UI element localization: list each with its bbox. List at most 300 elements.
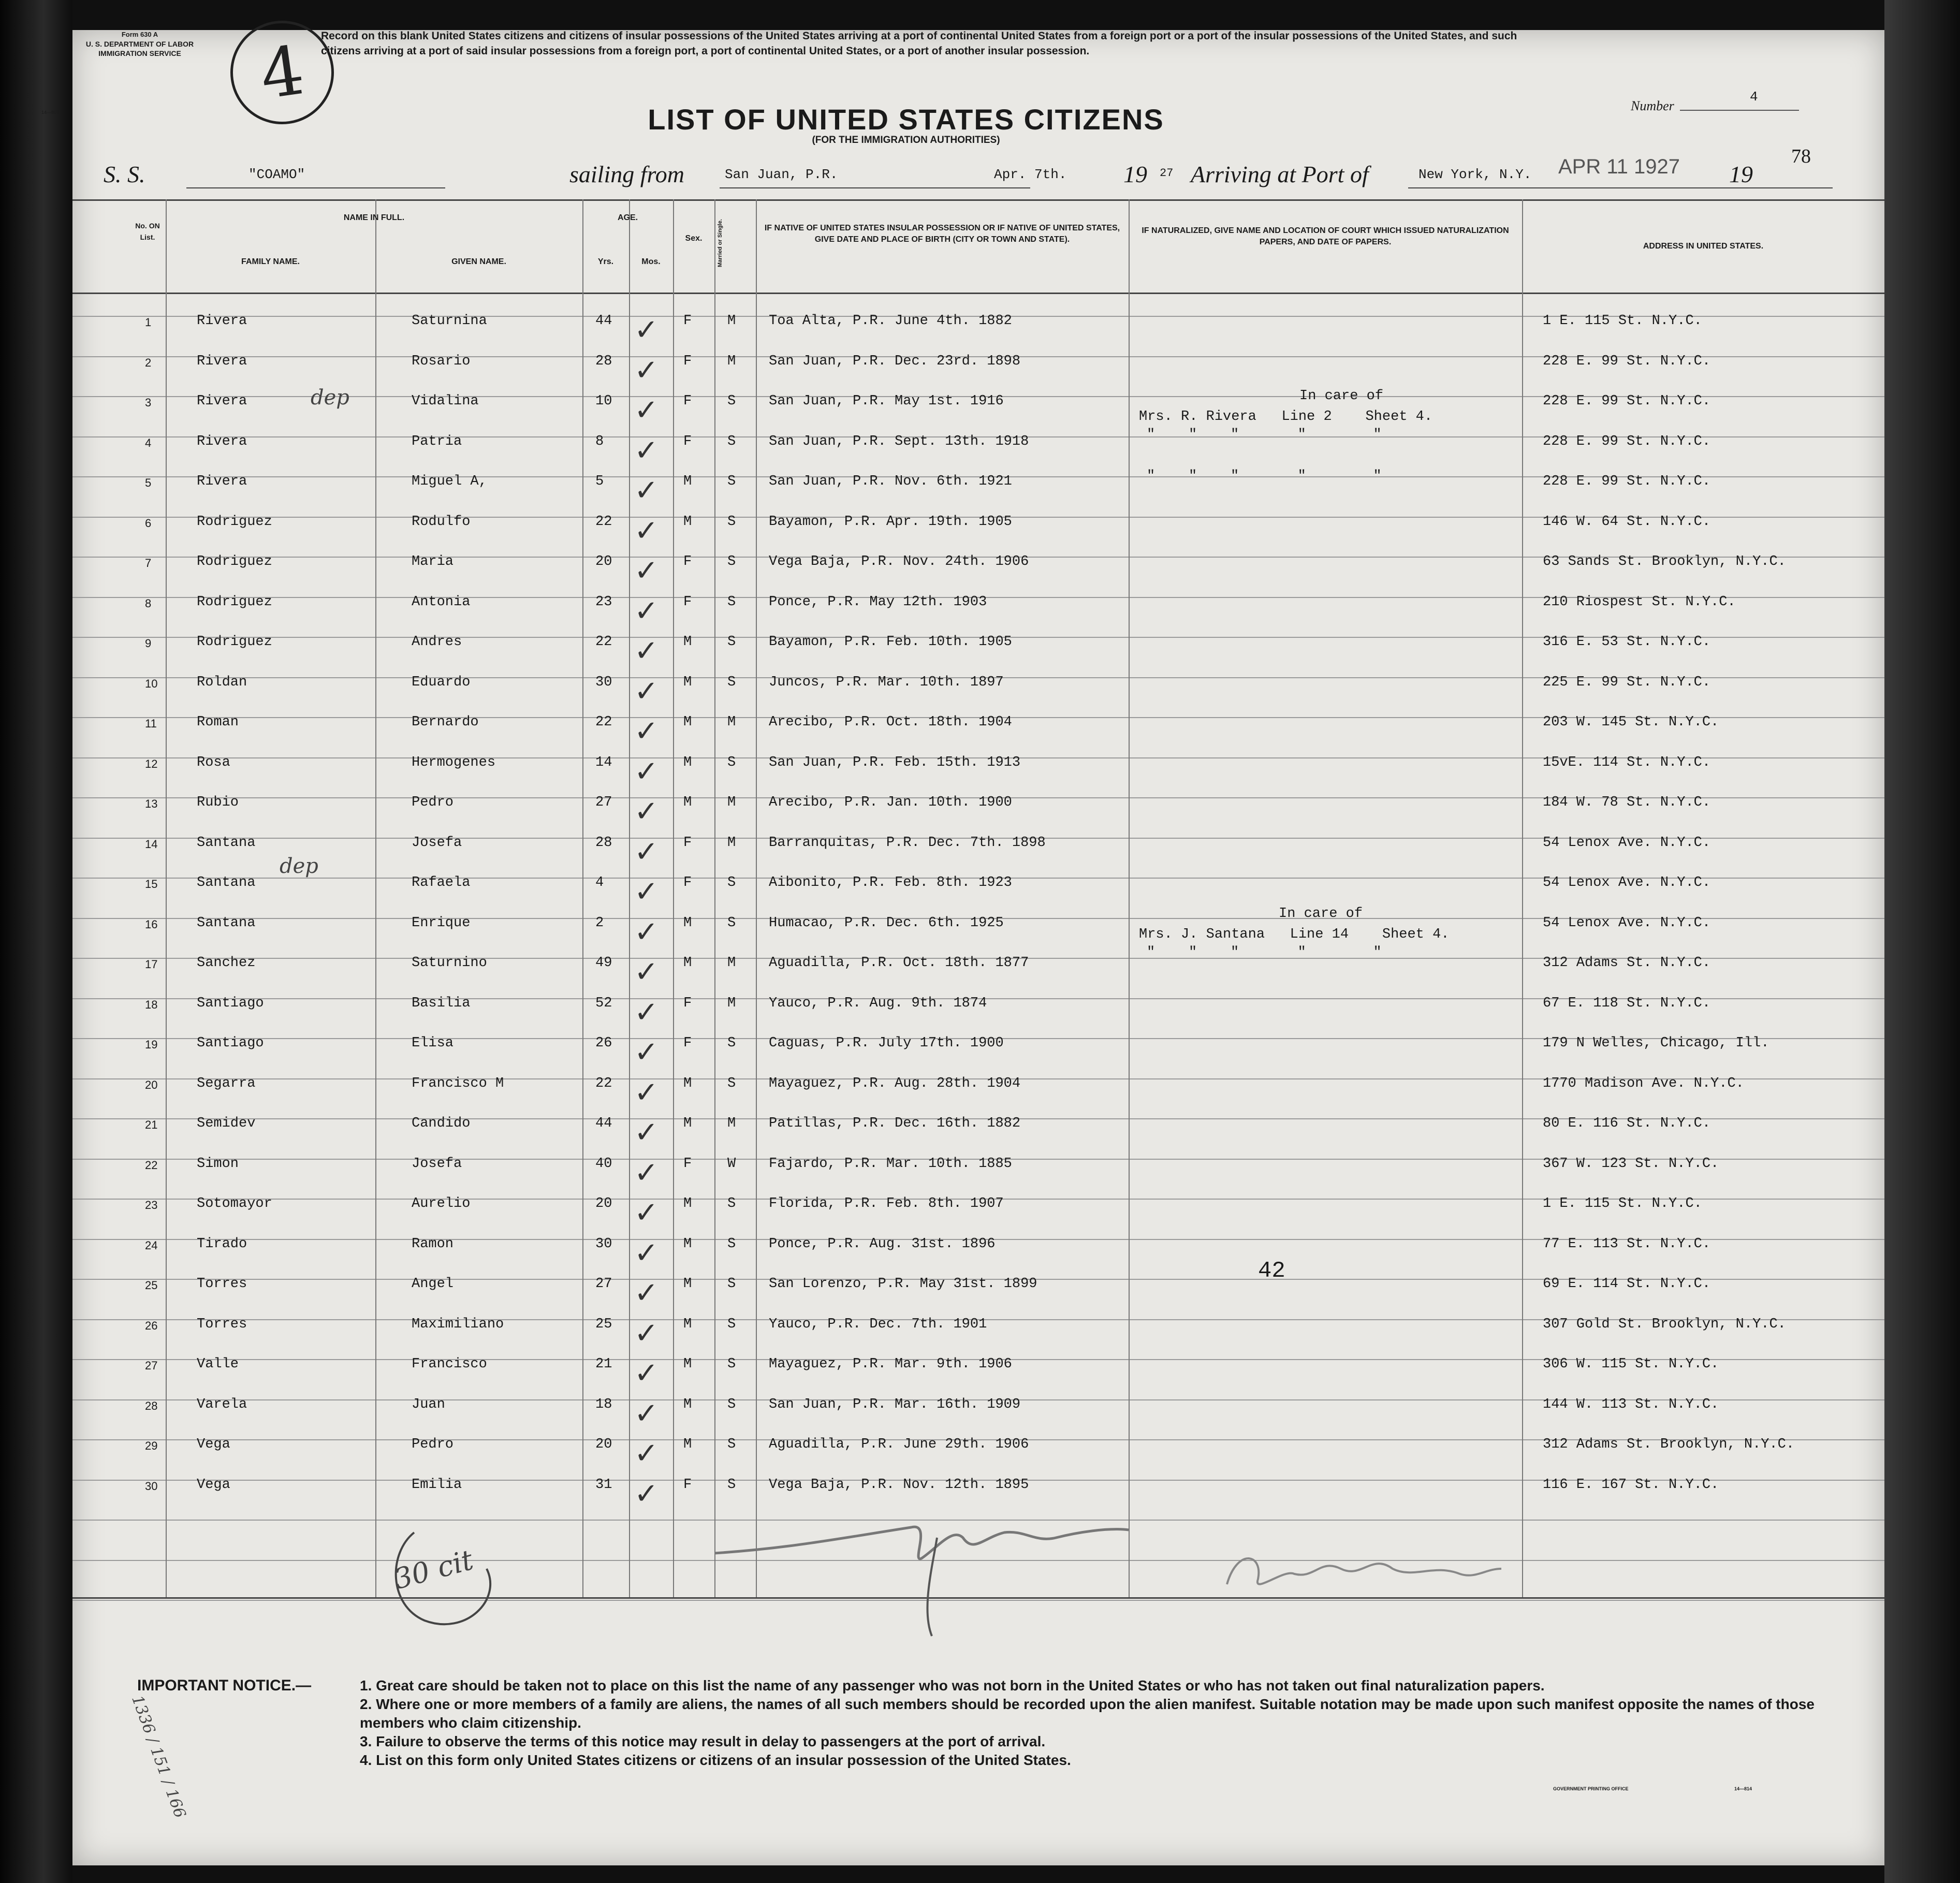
birth-place-date: San Juan, P.R. Feb. 15th. 1913 [769, 754, 1021, 770]
check-mark-icon: ✓ [634, 835, 659, 869]
family-name: Rodriguez [197, 554, 272, 570]
marital-status: S [727, 674, 736, 690]
family-name: Rivera [197, 393, 247, 409]
age: 44 [595, 313, 612, 329]
birth-place-date: Bayamon, P.R. Feb. 10th. 1905 [769, 634, 1012, 650]
table-row [72, 1095, 1884, 1149]
family-name: Rosa [197, 754, 230, 770]
row-number: 25 [145, 1279, 158, 1292]
age: 20 [595, 554, 612, 570]
address: 69 E. 114 St. N.Y.C. [1543, 1276, 1711, 1292]
footer-code: 14—814 [1734, 1786, 1752, 1791]
table-row [72, 293, 1884, 347]
age: 44 [595, 1116, 612, 1131]
check-mark-icon: ✓ [634, 1116, 659, 1149]
check-mark-icon: ✓ [634, 1196, 659, 1230]
sex: M [683, 714, 692, 730]
ss-label: S. S. [104, 161, 145, 187]
underline [1408, 187, 1833, 188]
table-row [72, 854, 1884, 909]
given-name: Josefa [412, 1156, 462, 1172]
page-subtitle: (FOR THE IMMIGRATION AUTHORITIES) [812, 135, 1000, 145]
birth-place-date: Mayaguez, P.R. Mar. 9th. 1906 [769, 1356, 1012, 1372]
address: 228 E. 99 St. N.Y.C. [1543, 474, 1711, 489]
table-row [72, 694, 1884, 748]
voyage-line [72, 145, 1884, 197]
sex: M [683, 754, 692, 770]
table-row [72, 1175, 1884, 1230]
check-mark-icon: ✓ [634, 594, 659, 628]
marital-status: S [727, 754, 736, 770]
given-name: Eduardo [412, 674, 471, 690]
birth-place-date: San Juan, P.R. Mar. 16th. 1909 [769, 1396, 1021, 1412]
row-number: 5 [145, 476, 152, 489]
marital-status: S [727, 1437, 736, 1452]
marital-status: S [727, 514, 736, 530]
age: 20 [595, 1437, 612, 1452]
notice-item: 3. Failure to observe the terms of this notice may result in delay to passengers at the port of arrival. [360, 1733, 1046, 1749]
sex: F [683, 835, 692, 851]
marital-status: S [727, 1356, 736, 1372]
col-mos: Mos. [641, 257, 661, 266]
family-name: Rodriguez [197, 514, 272, 530]
address: 179 N Welles, Chicago, Ill. [1543, 1035, 1769, 1051]
col-sex: Sex. [685, 234, 703, 243]
given-name: Basilia [412, 995, 471, 1011]
family-name: Rivera [197, 353, 247, 369]
col-address: ADDRESS IN UNITED STATES. [1643, 242, 1764, 251]
sex: F [683, 393, 692, 409]
row-number: 18 [145, 998, 158, 1011]
marital-status: M [727, 1116, 736, 1131]
age: 23 [595, 594, 612, 610]
age: 52 [595, 995, 612, 1011]
address: 1770 Madison Ave. N.Y.C. [1543, 1075, 1744, 1091]
sex: F [683, 1156, 692, 1172]
care-note: " " " " " [1147, 427, 1382, 443]
handwritten-total: 30 cit [390, 1543, 477, 1596]
given-name: Juan [412, 1396, 445, 1412]
table-row [72, 1256, 1884, 1310]
family-name: Tirado [197, 1236, 247, 1252]
age: 21 [595, 1356, 612, 1372]
sailing-label: sailing from [569, 161, 684, 187]
birth-place-date: Vega Baja, P.R. Nov. 12th. 1895 [769, 1477, 1029, 1493]
sex: F [683, 875, 692, 891]
row-number: 24 [145, 1238, 158, 1252]
rule [72, 199, 1884, 201]
check-mark-icon: ✓ [634, 474, 659, 507]
birth-place-date: Arecibo, P.R. Oct. 18th. 1904 [769, 714, 1012, 730]
form-line: U. S. DEPARTMENT OF LABOR [85, 40, 194, 48]
birth-place-date: Fajardo, P.R. Mar. 10th. 1885 [769, 1156, 1012, 1172]
given-name: Rosario [412, 353, 471, 369]
given-name: Ramon [412, 1236, 454, 1252]
given-name: Angel [412, 1276, 454, 1292]
sex: M [683, 1396, 692, 1412]
birth-place-date: San Juan, P.R. May 1st. 1916 [769, 393, 1004, 409]
age: 18 [595, 1396, 612, 1412]
address: 225 E. 99 St. N.Y.C. [1543, 674, 1711, 690]
row-number: 17 [145, 958, 158, 971]
address: 1 E. 115 St. N.Y.C. [1543, 1196, 1702, 1211]
birth-place-date: Humacao, P.R. Dec. 6th. 1925 [769, 915, 1004, 931]
family-name: Segarra [197, 1075, 256, 1091]
year-suffix: 27 [1160, 167, 1174, 180]
inspector-signature [714, 1507, 1232, 1641]
notice-item: 2. Where one or more members of a family are aliens, the names of all such members should be recorded upon the alien manifest. Suitable notation may be made upon such manifest opposite the names of those members who claim citizenship. [360, 1696, 1815, 1731]
age: 31 [595, 1477, 612, 1493]
table-row [72, 1055, 1884, 1110]
arriving-label: Arriving at Port of [1191, 161, 1369, 187]
book-binding [0, 0, 72, 1883]
passenger-table [72, 199, 1884, 1608]
notice-item: 4. List on this form only United States citizens or citizens of an insular possession of the United States. [360, 1752, 1071, 1768]
check-mark-icon: ✓ [634, 795, 659, 828]
notice-body [360, 1676, 1835, 1770]
year-prefix-2: 19 [1729, 161, 1753, 187]
family-name: Rubio [197, 795, 239, 810]
marital-status: S [727, 875, 736, 891]
address: 63 Sands St. Brooklyn, N.Y.C. [1543, 554, 1786, 570]
table-row [72, 1296, 1884, 1350]
given-name: Saturnina [412, 313, 487, 329]
sex: F [683, 1035, 692, 1051]
marital-status: S [727, 1075, 736, 1091]
table-row [72, 533, 1884, 588]
table-row [72, 975, 1884, 1029]
table-row [72, 333, 1884, 387]
instructions: Record on this blank United States citizens and citizens of insular possessions of the United States arriving at a port of continental United States from a foreign port or a port of the insular possessions of the United States, and such citizens arriving at a port of said insular possessions from a foreign port, a port of continental United States, or a port of another insular possession. [321, 30, 1517, 57]
row-number: 6 [145, 516, 152, 530]
number-value: 4 [1750, 89, 1758, 105]
age: 22 [595, 714, 612, 730]
row-number: 23 [145, 1199, 158, 1211]
page-number: 78 [1791, 145, 1811, 167]
family-name: Santana [197, 875, 256, 891]
check-mark-icon: ✓ [634, 955, 659, 989]
check-mark-icon: ✓ [634, 915, 659, 949]
given-name: Miguel A, [412, 474, 487, 489]
circled-number: 4 [224, 14, 341, 131]
address: 67 E. 118 St. N.Y.C. [1543, 995, 1711, 1011]
underline [720, 187, 1030, 188]
given-name: Pedro [412, 1437, 454, 1452]
sex: M [683, 1075, 692, 1091]
sex: M [683, 1276, 692, 1292]
given-name: Patria [412, 433, 462, 449]
given-name: Vidalina [412, 393, 479, 409]
age: 2 [595, 915, 604, 931]
row-number: 1 [145, 316, 152, 329]
port-from: San Juan, P.R. [725, 167, 838, 182]
col-naturalized: IF NATURALIZED, GIVE NAME AND LOCATION OF COURT WHICH ISSUED NATURALIZATION PAPERS, AND DATE OF PAPERS. [1142, 226, 1509, 246]
given-name: Maria [412, 554, 454, 570]
birth-place-date: Aibonito, P.R. Feb. 8th. 1923 [769, 875, 1012, 891]
birth-place-date: San Lorenzo, P.R. May 31st. 1899 [769, 1276, 1037, 1292]
total-circle-mark [383, 1522, 518, 1636]
col-no: No. ON List. [135, 222, 160, 241]
table-row [72, 614, 1884, 668]
check-mark-icon: ✓ [634, 313, 659, 347]
birth-place-date: Barranquitas, P.R. Dec. 7th. 1898 [769, 835, 1046, 851]
table-row [72, 935, 1884, 989]
check-mark-icon: ✓ [634, 1396, 659, 1431]
row-number: 15 [145, 878, 158, 891]
given-name: Pedro [412, 795, 454, 810]
sex: F [683, 313, 692, 329]
family-name: Vega [197, 1437, 230, 1452]
form-header [41, 30, 223, 115]
sex: F [683, 995, 692, 1011]
family-name: Torres [197, 1316, 247, 1332]
col-given: GIVEN NAME. [451, 257, 506, 266]
row-number: 9 [145, 637, 152, 650]
col-family: FAMILY NAME. [241, 257, 300, 266]
family-name: Rivera [197, 433, 247, 449]
row-number: 3 [145, 396, 152, 409]
check-mark-icon: ✓ [634, 1477, 659, 1511]
given-name: Francisco [412, 1356, 487, 1372]
family-name: Rodriguez [197, 594, 272, 610]
sex: F [683, 353, 692, 369]
address: 312 Adams St. Brooklyn, N.Y.C. [1543, 1437, 1795, 1452]
family-name: Rivera [197, 313, 247, 329]
address: 228 E. 99 St. N.Y.C. [1543, 433, 1711, 449]
handwritten-note: dep [280, 854, 318, 878]
sex: M [683, 795, 692, 810]
table-row [72, 1336, 1884, 1390]
sex: F [683, 594, 692, 610]
marital-status: S [727, 634, 736, 650]
age: 22 [595, 634, 612, 650]
marital-status: W [727, 1156, 736, 1172]
birth-place-date: Toa Alta, P.R. June 4th. 1882 [769, 313, 1012, 329]
table-row [72, 1135, 1884, 1190]
page-edge [1884, 0, 1960, 1883]
printer-mark: GOVERNMENT PRINTING OFFICE [1553, 1786, 1629, 1791]
address: 116 E. 167 St. N.Y.C. [1543, 1477, 1719, 1493]
sex: M [683, 1116, 692, 1131]
row-number: 14 [145, 837, 158, 851]
row-number: 4 [145, 436, 152, 449]
family-name: Semidev [197, 1116, 256, 1131]
row-number: 29 [145, 1439, 158, 1452]
marital-status: S [727, 1396, 736, 1412]
given-name: Candido [412, 1116, 471, 1131]
marital-status: S [727, 915, 736, 931]
row-number: 12 [145, 757, 158, 770]
table-row [72, 493, 1884, 548]
check-mark-icon: ✓ [634, 1156, 659, 1190]
check-mark-icon: ✓ [634, 1276, 659, 1310]
table-row [72, 774, 1884, 828]
birth-place-date: Arecibo, P.R. Jan. 10th. 1900 [769, 795, 1012, 810]
address: 144 W. 113 St. N.Y.C. [1543, 1396, 1719, 1412]
marital-status: S [727, 1477, 736, 1493]
table-row [72, 654, 1884, 708]
given-name: Maximiliano [412, 1316, 504, 1332]
birth-place-date: Aguadilla, P.R. June 29th. 1906 [769, 1437, 1029, 1452]
address: 306 W. 115 St. N.Y.C. [1543, 1356, 1719, 1372]
check-mark-icon: ✓ [634, 754, 659, 789]
birth-place-date: Juncos, P.R. Mar. 10th. 1897 [769, 674, 1004, 690]
marital-status: S [727, 554, 736, 570]
care-note: Mrs. J. Santana Line 14 Sheet 4. [1139, 927, 1450, 942]
number-label: Number [1631, 98, 1674, 113]
second-signature [1217, 1538, 1506, 1605]
row-number: 20 [145, 1078, 158, 1091]
birth-place-date: Caguas, P.R. July 17th. 1900 [769, 1035, 1004, 1051]
sex: M [683, 474, 692, 489]
table-row [72, 574, 1884, 628]
care-note: " " " " " [1147, 469, 1382, 484]
row-number: 8 [145, 596, 152, 610]
col-birth: IF NATIVE OF UNITED STATES INSULAR POSSESSION OR IF NATIVE OF UNITED STATES, GIVE DATE AND PLACE OF BIRTH (CITY OR TOWN AND STATE). [764, 224, 1120, 244]
table-row [72, 1456, 1884, 1511]
birth-place-date: Yauco, P.R. Aug. 9th. 1874 [769, 995, 987, 1011]
given-name: Enrique [412, 915, 471, 931]
sex: M [683, 915, 692, 931]
check-mark-icon: ✓ [634, 1035, 659, 1069]
check-mark-icon: ✓ [634, 353, 659, 387]
year-prefix: 19 [1123, 161, 1147, 187]
birth-place-date: Ponce, P.R. May 12th. 1903 [769, 594, 987, 610]
family-name: Santiago [197, 995, 264, 1011]
given-name: Francisco M [412, 1075, 504, 1091]
col-married: Married or Single. [717, 219, 723, 268]
check-mark-icon: ✓ [634, 995, 659, 1029]
address: 228 E. 99 St. N.Y.C. [1543, 353, 1711, 369]
family-name: Santiago [197, 1035, 264, 1051]
address: 228 E. 99 St. N.Y.C. [1543, 393, 1711, 409]
birth-place-date: San Juan, P.R. Nov. 6th. 1921 [769, 474, 1012, 489]
date-stamp: APR 11 1927 [1558, 155, 1680, 178]
given-name: Andres [412, 634, 462, 650]
birth-place-date: San Juan, P.R. Sept. 13th. 1918 [769, 433, 1029, 449]
address: 54 Lenox Ave. N.Y.C. [1543, 875, 1711, 891]
birth-place-date: Bayamon, P.R. Apr. 19th. 1905 [769, 514, 1012, 530]
marital-status: S [727, 1236, 736, 1252]
sex: M [683, 1236, 692, 1252]
birth-place-date: Florida, P.R. Feb. 8th. 1907 [769, 1196, 1004, 1211]
check-mark-icon: ✓ [634, 433, 659, 468]
age: 26 [595, 1035, 612, 1051]
marital-status: S [727, 1035, 736, 1051]
address: 203 W. 145 St. N.Y.C. [1543, 714, 1719, 730]
birth-place-date: Patillas, P.R. Dec. 16th. 1882 [769, 1116, 1021, 1131]
family-name: Torres [197, 1276, 247, 1292]
address: 367 W. 123 St. N.Y.C. [1543, 1156, 1719, 1172]
age: 8 [595, 433, 604, 449]
marital-status: S [727, 474, 736, 489]
row-number: 10 [145, 677, 158, 690]
check-mark-icon: ✓ [634, 514, 659, 548]
marital-status: M [727, 795, 736, 810]
birth-place-date: Mayaguez, P.R. Aug. 28th. 1904 [769, 1075, 1021, 1091]
sex: M [683, 955, 692, 971]
family-name: Santana [197, 835, 256, 851]
row-number: 7 [145, 557, 152, 570]
sex: M [683, 1437, 692, 1452]
given-name: Bernardo [412, 714, 479, 730]
table-row [72, 1376, 1884, 1431]
sex: F [683, 1477, 692, 1493]
row-number: 11 [145, 717, 157, 730]
age: 14 [595, 754, 612, 770]
address: 15vE. 114 St. N.Y.C. [1543, 754, 1711, 770]
given-name: Josefa [412, 835, 462, 851]
birth-place-date: San Juan, P.R. Dec. 23rd. 1898 [769, 353, 1021, 369]
sex: F [683, 554, 692, 570]
col-yrs: Yrs. [597, 257, 614, 266]
family-name: Santana [197, 915, 256, 931]
care-note: In care of [1299, 388, 1384, 404]
table-row [72, 734, 1884, 789]
given-name: Emilia [412, 1477, 462, 1493]
sex: F [683, 433, 692, 449]
row-number: 28 [145, 1399, 158, 1412]
given-name: Hermogenes [412, 754, 496, 770]
row-number: 21 [145, 1118, 158, 1131]
address: 307 Gold St. Brooklyn, N.Y.C. [1543, 1316, 1786, 1332]
row-number: 26 [145, 1319, 158, 1332]
given-name: Elisa [412, 1035, 454, 1051]
notice-item: 1. Great care should be taken not to place on this list the name of any passenger who was not born in the United States or who has not taken out final naturalization papers. [360, 1677, 1545, 1694]
address: 316 E. 53 St. N.Y.C. [1543, 634, 1711, 650]
handwritten-note: dep [311, 386, 349, 410]
table-row [72, 1216, 1884, 1270]
sailing-date: Apr. 7th. [994, 167, 1067, 182]
given-name: Saturnino [412, 955, 487, 971]
row-number: 2 [145, 356, 152, 369]
page-title: LIST OF UNITED STATES CITIZENS [648, 103, 1164, 136]
marital-status: M [727, 995, 736, 1011]
sex: M [683, 514, 692, 530]
sex: M [683, 674, 692, 690]
age: 20 [595, 1196, 612, 1211]
family-name: Varela [197, 1396, 247, 1412]
age: 27 [595, 1276, 612, 1292]
check-mark-icon: ✓ [634, 1236, 659, 1270]
birth-place-date: Yauco, P.R. Dec. 7th. 1901 [769, 1316, 987, 1332]
age: 22 [595, 1075, 612, 1091]
check-mark-icon: ✓ [634, 1316, 659, 1350]
age: 5 [595, 474, 604, 489]
row-number: 30 [145, 1479, 158, 1493]
marital-status: M [727, 955, 736, 971]
table-row [72, 413, 1884, 468]
row-number: 16 [145, 917, 158, 931]
given-name: Aurelio [412, 1196, 471, 1211]
check-mark-icon: ✓ [634, 875, 659, 909]
address: 184 W. 78 St. N.Y.C. [1543, 795, 1711, 810]
col-name-in-full: NAME IN FULL. [343, 213, 405, 222]
marital-status: S [727, 594, 736, 610]
address: 210 Riospest St. N.Y.C. [1543, 594, 1736, 610]
age: 30 [595, 1236, 612, 1252]
col-age: AGE. [617, 213, 638, 222]
row-number: 27 [145, 1359, 158, 1372]
table-row [72, 453, 1884, 507]
marital-status: S [727, 1316, 736, 1332]
age: 28 [595, 835, 612, 851]
check-mark-icon: ✓ [634, 554, 659, 588]
given-name: Rodulfo [412, 514, 471, 530]
family-name: Rodriguez [197, 634, 272, 650]
marital-status: S [727, 1196, 736, 1211]
row-number: 13 [145, 797, 158, 810]
